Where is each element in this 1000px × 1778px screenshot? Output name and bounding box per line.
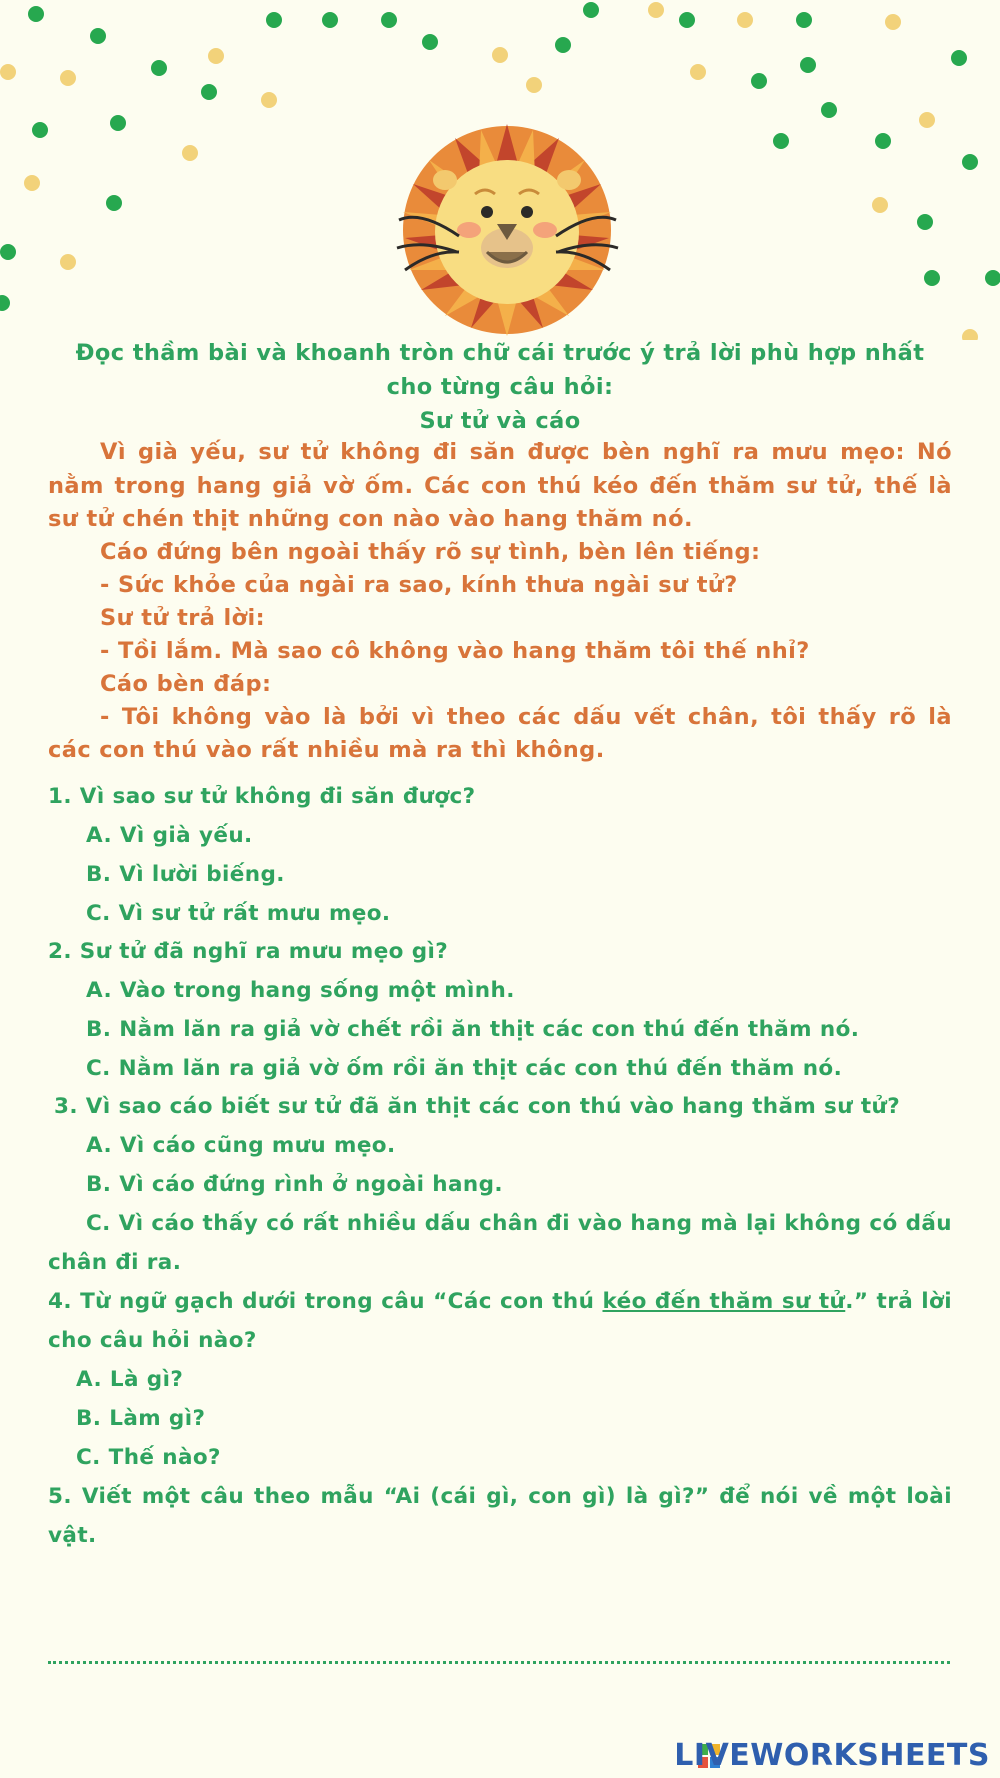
story-line: Cáo bèn đáp: xyxy=(100,671,272,697)
footer-brand[interactable]: LIVEWORKSHEETS xyxy=(674,1738,990,1773)
question-4 xyxy=(48,1289,952,1314)
q3-option-c[interactable]: C. Vì cáo thấy có rất nhiều dấu chân đi vào hang mà lại không có dấu xyxy=(86,1211,952,1236)
q4-text-before: 4. Từ ngữ gạch dưới trong câu “Các con thú xyxy=(48,1289,603,1314)
story-line: nằm trong hang giả vờ ốm. Các con thú kéo đến thăm sư tử, thế là xyxy=(48,473,952,499)
story-line: các con thú vào rất nhiều mà ra thì không. xyxy=(48,737,605,763)
q4-option-a[interactable]: A. Là gì? xyxy=(76,1367,184,1392)
story-title: Sư tử và cáo xyxy=(419,408,581,434)
question-2: 2. Sư tử đã nghĩ ra mưu mẹo gì? xyxy=(48,939,449,964)
question-3: 3. Vì sao cáo biết sư tử đã ăn thịt các con thú vào hang thăm sư tử? xyxy=(54,1094,901,1119)
question-1: 1. Vì sao sư tử không đi săn được? xyxy=(48,784,476,809)
q3-option-a[interactable]: A. Vì cáo cũng mưu mẹo. xyxy=(86,1133,396,1158)
q2-option-c[interactable]: C. Nằm lăn ra giả vờ ốm rồi ăn thịt các con thú đến thăm nó. xyxy=(86,1056,843,1081)
q4-underlined-phrase: kéo đến thăm sư tử xyxy=(602,1289,846,1314)
q4-text-after: .” trả lời xyxy=(845,1289,952,1314)
story-line: - Sức khỏe của ngài ra sao, kính thưa ngài sư tử? xyxy=(100,572,738,598)
q4-option-b[interactable]: B. Làm gì? xyxy=(76,1406,206,1431)
q1-option-c[interactable]: C. Vì sư tử rất mưu mẹo. xyxy=(86,901,391,926)
instruction-line-1: Đọc thầm bài và khoanh tròn chữ cái trước ý trả lời phù hợp nhất xyxy=(75,340,925,366)
story-line: - Tồi lắm. Mà sao cô không vào hang thăm tôi thế nhỉ? xyxy=(100,638,810,664)
q3-option-c-cont: chân đi ra. xyxy=(48,1250,182,1275)
story-line: Vì già yếu, sư tử không đi săn được bèn nghĩ ra mưu mẹo: Nó xyxy=(100,439,952,465)
story-line: sư tử chén thịt những con nào vào hang thăm nó. xyxy=(48,506,693,532)
question-5-cont: vật. xyxy=(48,1523,97,1548)
lion-face-icon xyxy=(395,120,620,340)
story-line: Cáo đứng bên ngoài thấy rõ sự tình, bèn lên tiếng: xyxy=(100,539,761,565)
question-5: 5. Viết một câu theo mẫu “Ai (cái gì, con gì) là gì?” để nói về một loài xyxy=(48,1484,952,1509)
q3-option-b[interactable]: B. Vì cáo đứng rình ở ngoài hang. xyxy=(86,1172,503,1197)
q2-option-a[interactable]: A. Vào trong hang sống một mình. xyxy=(86,978,515,1003)
q1-option-b[interactable]: B. Vì lười biếng. xyxy=(86,862,285,887)
instruction-line-2: cho từng câu hỏi: xyxy=(386,374,614,400)
story-line: - Tôi không vào là bởi vì theo các dấu vết chân, tôi thấy rõ là xyxy=(100,704,952,730)
q1-option-a[interactable]: A. Vì già yếu. xyxy=(86,823,253,848)
answer-line[interactable] xyxy=(48,1661,950,1664)
question-4-cont: cho câu hỏi nào? xyxy=(48,1328,257,1353)
story-line: Sư tử trả lời: xyxy=(100,605,266,631)
q4-option-c[interactable]: C. Thế nào? xyxy=(76,1445,221,1470)
q2-option-b[interactable]: B. Nằm lăn ra giả vờ chết rồi ăn thịt các con thú đến thăm nó. xyxy=(86,1017,860,1042)
